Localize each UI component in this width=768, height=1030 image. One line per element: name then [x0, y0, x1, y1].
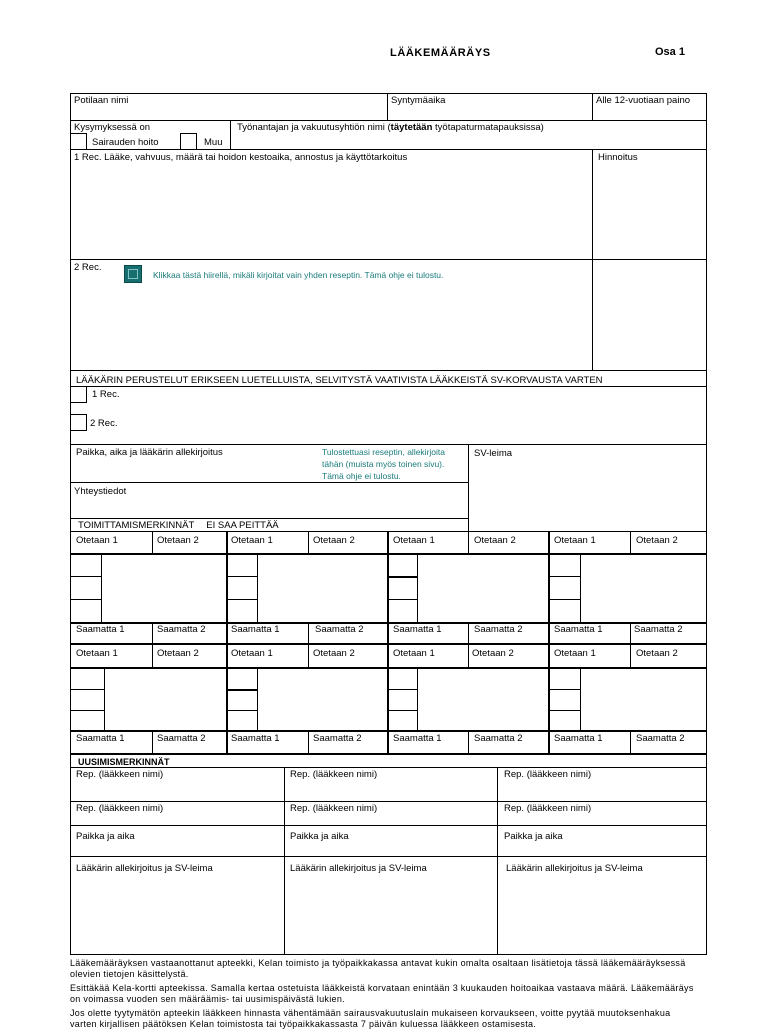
missing2-cell[interactable]: Saamatta 2 [474, 624, 523, 635]
form-title: LÄÄKEMÄÄRÄYS [390, 47, 491, 59]
grid-line [152, 531, 153, 553]
grid-line [70, 954, 707, 955]
frame-right [706, 93, 707, 531]
justification-rec1-label: 1 Rec. [92, 389, 120, 400]
divider [592, 93, 593, 120]
grid-line [706, 531, 707, 755]
grid-line [308, 730, 309, 754]
sv-stamp-label: SV-leima [474, 448, 513, 459]
square-icon [128, 269, 138, 279]
grid-line [580, 554, 581, 622]
footer-line: Lääkemääräyksen vastaanottanut apteekki, Kelan toimisto ja työpaikkakassa antavat kukin omalta osaltaan lisätietoja tässä lääkemääräyksessä [70, 958, 686, 968]
question-label: Kysymyksessä on [74, 122, 151, 133]
illness-label: Sairauden hoito [92, 137, 159, 148]
rec2-label[interactable]: 2 Rec. [74, 262, 102, 273]
rep-drug-field[interactable]: Rep. (lääkkeen nimi) [290, 803, 378, 814]
take2-cell[interactable]: Otetaan 2 [472, 648, 514, 659]
renewal-place-field[interactable]: Paikka ja aika [76, 831, 135, 842]
grid-line [549, 599, 580, 600]
signature-note [322, 446, 445, 482]
take1-cell[interactable]: Otetaan 1 [554, 648, 596, 659]
patient-name-field[interactable]: Potilaan nimi [74, 95, 129, 106]
justification-rec2-label: 2 Rec. [90, 418, 118, 429]
grid-line [257, 554, 258, 622]
take2-cell[interactable]: Otetaan 2 [157, 535, 199, 546]
take1-cell[interactable]: Otetaan 1 [554, 535, 596, 546]
grid-line [417, 554, 418, 622]
child-weight-field[interactable]: Alle 12-vuotiaan paino [596, 95, 691, 106]
rep-drug-field[interactable]: Rep. (lääkkeen nimi) [76, 769, 164, 780]
other-checkbox[interactable] [180, 133, 197, 150]
single-rec-toggle[interactable] [124, 265, 142, 283]
missing2-cell[interactable]: Saamatta 2 [157, 624, 206, 635]
footer-line: Esittäkää Kela-kortti apteekissa. Samalla kertaa ostetuista lääkkeistä korvataan enintään 3 kuukauden hoitoaikaa vastaava määrä. Lääkemääräys [70, 983, 694, 993]
missing2-cell[interactable]: Saamatta 2 [313, 733, 362, 744]
justification-rec1-checkbox[interactable] [70, 386, 87, 403]
grid-line [257, 668, 258, 730]
grid-line [152, 730, 153, 754]
grid-line [152, 622, 153, 667]
take1-cell[interactable]: Otetaan 1 [76, 535, 118, 546]
missing1-cell[interactable]: Saamatta 1 [554, 733, 603, 744]
rec1-label[interactable]: 1 Rec. Lääke, vahvuus, määrä tai hoidon kestoaika, annostus ja käyttötarkoitus [74, 152, 408, 163]
grid-line [468, 531, 469, 553]
footer-line: Jos olette tyytymätön apteekin lääkkeen hinnasta vähentämään sairausvakuutuslain mukaiseen korvaukseen, voitte pyytää muutoksenhakua [70, 1008, 671, 1018]
divider [70, 518, 468, 519]
employer-label-bold: täytetään [390, 122, 433, 133]
take1-cell[interactable]: Otetaan 1 [231, 648, 273, 659]
divider [230, 120, 231, 149]
footer-info-2 [70, 983, 694, 1005]
grid-line [70, 753, 71, 955]
other-label: Muu [204, 137, 223, 148]
grid-line [70, 710, 104, 711]
missing1-cell[interactable]: Saamatta 1 [231, 733, 280, 744]
grid-line [70, 856, 707, 857]
part-label: Osa 1 [655, 46, 685, 58]
grid-line [226, 531, 228, 755]
grid-line [388, 689, 417, 690]
grid-line [70, 825, 707, 826]
grid-line [70, 531, 71, 755]
grid-line [388, 599, 417, 600]
grid-line [630, 730, 631, 754]
grid-line [388, 710, 417, 711]
renewal-place-field[interactable]: Paikka ja aika [290, 831, 349, 842]
divider [70, 149, 707, 150]
grid-line [227, 599, 257, 600]
take1-cell[interactable]: Otetaan 1 [76, 648, 118, 659]
take2-cell[interactable]: Otetaan 2 [474, 535, 516, 546]
divider [70, 444, 707, 445]
grid-line [227, 576, 257, 577]
grid-line [284, 767, 285, 955]
missing1-cell[interactable]: Saamatta 1 [76, 733, 125, 744]
grid-line [308, 622, 309, 667]
employer-field[interactable] [237, 122, 544, 133]
grid-line [468, 730, 469, 754]
frame-left [70, 93, 71, 531]
missing1-cell[interactable]: Saamatta 1 [393, 733, 442, 744]
delivery-title [78, 520, 279, 531]
grid-line [70, 689, 104, 690]
justification-title: LÄÄKÄRIN PERUSTELUT ERIKSEEN LUETELLUISTA, SELVITYSTÄ VAATIVISTA LÄÄKKEISTÄ SV-KORVAUSTA VARTEN [76, 375, 603, 386]
take2-cell[interactable]: Otetaan 2 [636, 535, 678, 546]
missing2-cell[interactable]: Saamatta 2 [636, 733, 685, 744]
rep-drug-field[interactable]: Rep. (lääkkeen nimi) [76, 803, 164, 814]
footer-line: olevien tietojen käsittelystä. [70, 969, 189, 979]
renewal-title: UUSIMISMERKINNÄT [78, 757, 170, 767]
grid-line [104, 668, 105, 730]
divider [468, 444, 469, 531]
contact-field[interactable]: Yhteystiedot [74, 486, 127, 497]
signature-note-line2: tähän (muista myös toinen sivu). [322, 459, 445, 469]
footer-info-1 [70, 958, 686, 980]
take1-cell[interactable]: Otetaan 1 [393, 648, 435, 659]
grid-line [388, 576, 417, 578]
grid-line [387, 531, 389, 755]
missing2-cell[interactable]: Saamatta 2 [634, 624, 683, 635]
grid-line [706, 753, 707, 955]
renewal-place-field[interactable]: Paikka ja aika [504, 831, 563, 842]
grid-line [630, 531, 631, 553]
pricing-label: Hinnoitus [598, 152, 638, 163]
justification-rec2-checkbox[interactable] [70, 414, 87, 431]
rep-drug-field[interactable]: Rep. (lääkkeen nimi) [290, 769, 378, 780]
take2-cell[interactable]: Otetaan 2 [636, 648, 678, 659]
missing1-cell[interactable]: Saamatta 1 [231, 624, 280, 635]
employer-label-a: Työnantajan ja vakuutusyhtiön nimi ( [237, 122, 391, 133]
grid-line [417, 668, 418, 730]
grid-line [101, 554, 102, 622]
missing2-cell[interactable]: Saamatta 2 [474, 733, 523, 744]
grid-line [70, 599, 101, 600]
grid-line [468, 622, 469, 667]
grid-line [227, 710, 257, 711]
take2-cell[interactable]: Otetaan 2 [157, 648, 199, 659]
divider [592, 149, 593, 370]
footer-line: varten kirjallisen päätöksen Kelan toimistosta tai työpaikkakassasta 7 päivän kuluessa lääkkeen ostamisesta. [70, 1019, 537, 1029]
dob-field[interactable]: Syntymäaika [391, 95, 446, 106]
footer-info-3 [70, 1008, 670, 1030]
grid-line [70, 767, 707, 768]
missing2-cell[interactable]: Saamatta 2 [157, 733, 206, 744]
single-rec-note: Klikkaa tästä hiirellä, mikäli kirjoitat vain yhden reseptin. Tämä ohje ei tulostu. [153, 270, 444, 280]
rep-drug-field[interactable]: Rep. (lääkkeen nimi) [504, 769, 592, 780]
place-date-signature-field[interactable]: Paikka, aika ja lääkärin allekirjoitus [76, 447, 223, 458]
divider [387, 93, 388, 120]
grid-line [549, 710, 580, 711]
renewal-sign-field[interactable]: Lääkärin allekirjoitus ja SV-leima [506, 863, 643, 874]
grid-line [70, 801, 707, 802]
grid-line [630, 622, 631, 667]
missing1-cell[interactable]: Saamatta 1 [76, 624, 125, 635]
signature-note-line3: Tämä ohje ei tulostu. [322, 471, 401, 481]
divider [70, 482, 468, 483]
divider [70, 370, 707, 371]
employer-label-b: työtapaturmatapauksissa) [432, 122, 544, 133]
grid-line [580, 668, 581, 730]
renewal-sign-field[interactable]: Lääkärin allekirjoitus ja SV-leima [76, 863, 213, 874]
grid-line [549, 576, 580, 577]
divider [70, 93, 707, 94]
renewal-sign-field[interactable]: Lääkärin allekirjoitus ja SV-leima [290, 863, 427, 874]
grid-line [308, 531, 309, 553]
delivery-title-a: TOIMITTAMISMERKINNÄT [78, 520, 195, 531]
take1-cell[interactable]: Otetaan 1 [231, 535, 273, 546]
take1-cell[interactable]: Otetaan 1 [393, 535, 435, 546]
grid-line [549, 689, 580, 690]
signature-note-line1: Tulostettuasi reseptin, allekirjoita [322, 447, 445, 457]
divider [70, 386, 707, 387]
missing1-cell[interactable]: Saamatta 1 [393, 624, 442, 635]
grid-line [497, 767, 498, 955]
rep-drug-field[interactable]: Rep. (lääkkeen nimi) [504, 803, 592, 814]
divider [70, 120, 707, 121]
delivery-title-b: EI SAA PEITTÄÄ [206, 520, 279, 531]
missing2-cell[interactable]: Saamatta 2 [315, 624, 364, 635]
take2-cell[interactable]: Otetaan 2 [313, 648, 355, 659]
take2-cell[interactable]: Otetaan 2 [313, 535, 355, 546]
missing1-cell[interactable]: Saamatta 1 [554, 624, 603, 635]
grid-line [227, 689, 257, 691]
grid-line [548, 531, 550, 755]
illness-checkbox[interactable] [70, 133, 87, 150]
grid-line [70, 576, 101, 577]
divider [70, 259, 707, 260]
footer-line: on voimassa vuoden sen määräämis- tai uusimispäivästä lukien. [70, 994, 345, 1004]
